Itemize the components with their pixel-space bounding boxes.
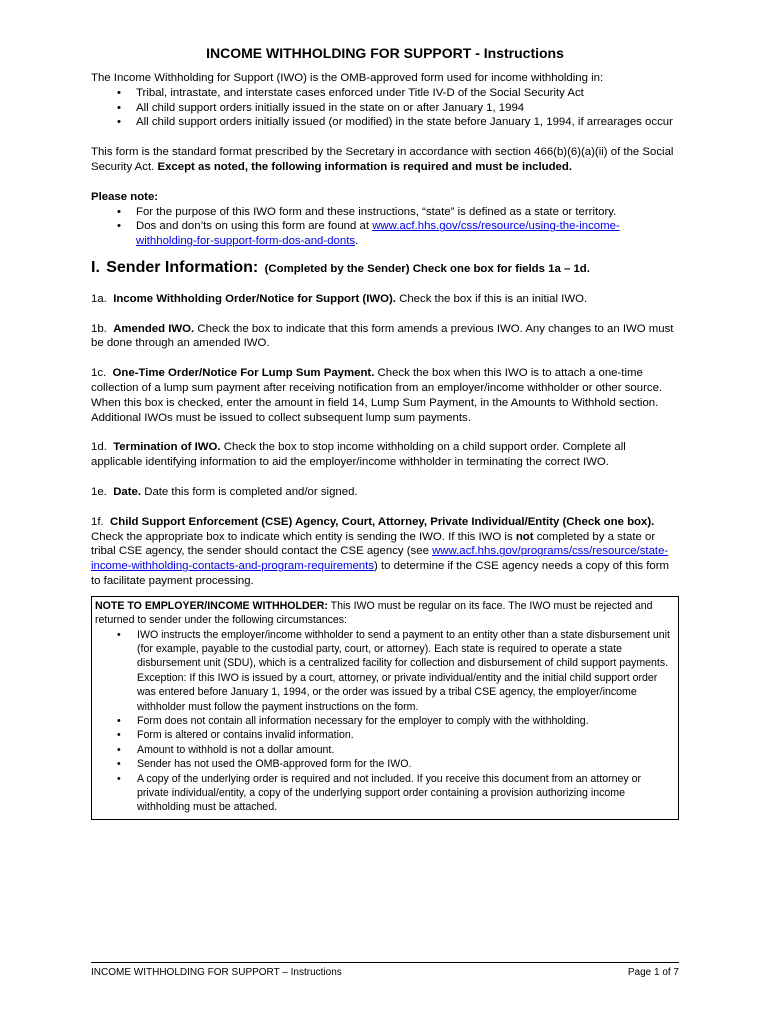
dos-and-donts-link[interactable]: www.acf.hhs.gov/css/resource/using-the-income-withholding-for-support-form-dos-and-donts (136, 220, 620, 248)
field-1f (91, 515, 679, 589)
field-number: 1a. (91, 292, 107, 305)
list-item: • Form does not contain all information necessary for the employer to comply with the withholding. (95, 714, 675, 728)
section-title: Sender Information: (106, 258, 259, 276)
field-emphasis: not (515, 530, 534, 543)
please-note-heading: Please note: (91, 190, 159, 203)
document-page (91, 44, 679, 820)
cse-contacts-link[interactable]: www.acf.hhs.gov/programs/css/resource/state-income-withholding-contacts-and-program-requirements (91, 545, 669, 573)
note-intro (95, 599, 675, 628)
employer-note-box (91, 596, 679, 820)
list-item: • All child support orders initially issued in the state on or after January 1, 1994 (91, 101, 679, 116)
field-1c (91, 366, 679, 425)
field-label: Child Support Enforcement (CSE) Agency, Court, Attorney, Private Individual/Entity (Check one box). (110, 515, 655, 528)
page-number: Page 1 of 7 (627, 967, 679, 978)
field-text: Check the box when this IWO is to attach a one-time collection of a lump sum payment after receiving notification from an employer/income withholder or other source. When this box is checked, enter the amount in field 14, Lump Sum Payment, in the Amounts to Withhold section. Additional IWOs must be issued to collect subsequent lump sum payments. (91, 367, 663, 424)
field-1d (91, 440, 679, 470)
standard-format-paragraph (91, 145, 679, 175)
page-footer (91, 962, 679, 981)
field-label: Date. (113, 485, 142, 498)
list-item: • Amount to withhold is not a dollar amount. (95, 743, 675, 757)
field-number: 1d. (91, 441, 107, 454)
please-note-list (91, 205, 679, 249)
field-number: 1f. (91, 515, 104, 528)
list-item: • IWO instructs the employer/income withholder to send a payment to an entity other than a state disbursement unit (for example, payable to the custodial party, court, or attorney). Each state is required to operate a state disbursement unit (SDU), which is a centralized facility for collection and disbursement of child support payments. Exception: If this IWO is issued by a court, attorney, or private individual/entity and the initial child support order was entered before January 1, 1994, or the order was issued by a tribal CSE agency, the employer/income withholder must follow the payment instructions on the form. (95, 628, 675, 714)
section-subtitle: (Completed by the Sender) Check one box for fields 1a – 1d. (264, 262, 590, 275)
list-item-text-end: . (355, 235, 359, 248)
field-label: Termination of IWO. (113, 441, 221, 454)
field-text: Check the box if this is an initial IWO. (395, 292, 588, 305)
note-list (95, 628, 675, 815)
field-label: One-Time Order/Notice For Lump Sum Payment. (112, 367, 375, 380)
standard-text: This form is the standard format prescribed by the Secretary in accordance with section 466(b)(6)(a)(ii) of the Social Security Act. (91, 146, 674, 173)
field-1b (91, 322, 679, 352)
field-text: Date this form is completed and/or signed. (141, 485, 358, 498)
list-item: • For the purpose of this IWO form and these instructions, “state” is defined as a state or territory. (91, 205, 679, 220)
field-number: 1b. (91, 322, 107, 335)
section-number: I. (91, 258, 100, 276)
section-heading (91, 258, 679, 277)
intro-text: The Income Withholding for Support (IWO) is the OMB-approved form used for income withholding in: (91, 72, 604, 84)
field-text: Check the appropriate box to indicate which entity is sending the IWO. If this IWO is (91, 530, 516, 543)
page-title: INCOME WITHHOLDING FOR SUPPORT - Instructions (206, 45, 564, 61)
footer-title: INCOME WITHHOLDING FOR SUPPORT – Instructions (91, 967, 342, 978)
note-intro-text: This IWO must be regular on its face. The IWO must be rejected and returned to sender under the following circumstances: (95, 599, 653, 627)
field-text: Check the box to stop income withholding on a child support order. Complete all applicable identifying information to aid the employer/income withholder in terminating the correct IWO. (91, 441, 626, 469)
list-item: • Sender has not used the OMB-approved form for the IWO. (95, 757, 675, 771)
list-item: • All child support orders initially issued (or modified) in the state before January 1, 1994, if arrearages occur (91, 115, 679, 130)
field-number: 1e. (91, 485, 107, 498)
list-item (91, 219, 679, 249)
field-1a (91, 292, 679, 307)
intro-list (91, 86, 679, 130)
list-item: • Tribal, intrastate, and interstate cases enforced under Title IV-D of the Social Security Act (91, 86, 679, 101)
list-item: • A copy of the underlying order is required and not included. If you receive this document from an attorney or private individual/entity, a copy of the underlying support order containing a provision authorizing income withholding must be attached. (95, 772, 675, 815)
field-label: Income Withholding Order/Notice for Support (IWO). (113, 292, 396, 305)
list-item-text: Dos and don’ts on using this form are found at (136, 220, 373, 233)
field-label: Amended IWO. (113, 322, 195, 335)
field-text: Check the box to indicate that this form amends a previous IWO. Any changes to an IWO must be done through an amended IWO. (91, 322, 674, 350)
field-1e (91, 485, 679, 500)
field-text: completed by a state or tribal CSE agency, the sender should contact the CSE agency (see (91, 530, 656, 558)
list-item: • Form is altered or contains invalid information. (95, 728, 675, 742)
field-text: ) to determine if the CSE agency needs a copy of this form to facilitate payment processing. (91, 560, 670, 587)
standard-bold-text: Except as noted, the following information is required and must be included. (157, 160, 573, 173)
note-heading: NOTE TO EMPLOYER/INCOME WITHHOLDER: (95, 599, 328, 612)
field-number: 1c. (91, 367, 107, 380)
